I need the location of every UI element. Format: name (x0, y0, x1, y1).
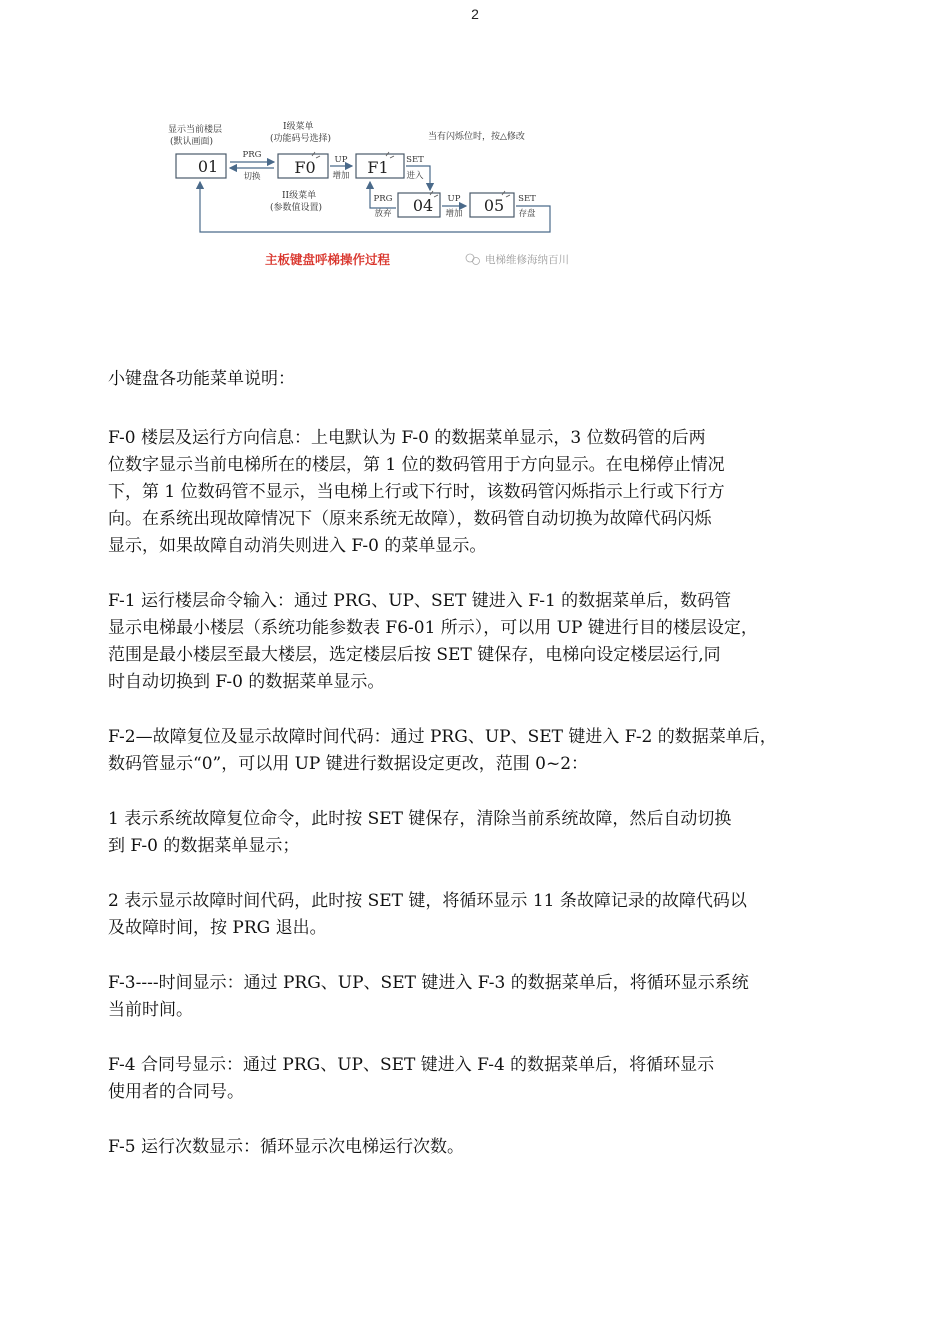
key-set-2-sub: 存盘 (518, 209, 536, 219)
key-up-1-sub: 增加 (332, 171, 350, 181)
figure-caption: 主板键盘呼梯操作过程 (265, 253, 391, 267)
keypad-operation-diagram (150, 112, 610, 282)
key-set-1: SET (406, 155, 424, 165)
key-set-1-sub: 进入 (406, 171, 424, 181)
key-prg-2-sub: 放弃 (374, 209, 392, 219)
diagram-svg (150, 112, 610, 282)
watermark-text: 电梯维修海纳百川 (485, 254, 569, 266)
label-level2-sub: (参数值设置) (270, 203, 323, 213)
key-up-2: UP (447, 194, 461, 204)
key-prg-2: PRG (373, 194, 393, 204)
key-set-2: SET (518, 194, 536, 204)
key-up-2-sub: 增加 (445, 209, 463, 219)
box-f0-text: F0 (294, 158, 316, 177)
key-prg-1: PRG (242, 150, 262, 160)
page-number: 2 (471, 6, 479, 22)
paragraph-f2: F-2—故障复位及显示故障时间代码：通过 PRG、UP、SET 键进入 F-2 的数据菜单后， 数码管显示“0”，可以用 UP 键进行数据设定更改，范围 0~2： (108, 727, 777, 774)
paragraph-f3: F-3----时间显示：通过 PRG、UP、SET 键进入 F-3 的数据菜单后，将循环显示系统 当前时间。 (108, 973, 749, 1020)
key-prg-1-sub: 切换 (243, 172, 261, 182)
paragraph-f2-option1: 1 表示系统故障复位命令，此时按 SET 键保存，清除当前系统故障，然后自动切换 到 F-0 的数据菜单显示； (108, 809, 732, 856)
paragraph-f0: F-0 楼层及运行方向信息：上电默认为 F-0 的数据菜单显示，3 位数码管的后两 位数字显示当前电梯所在的楼层，第 1 位的数码管用于方向显示。在电梯停止情况 下，第 1 位数码管不显示，当电梯上行或下行时，该数码管闪烁指示上行或下行方 向。在系统出现故障情况下（原来系统无故障），数码管自动切换为故障代码闪烁 显示，如果故障自动消失则进入 F-0 的菜单显示。 (108, 428, 725, 556)
label-current-floor: 显示当前楼层 (168, 125, 223, 135)
box-05-text: 05 (483, 196, 505, 215)
watermark (466, 253, 569, 266)
paragraph-f1: F-1 运行楼层命令输入：通过 PRG、UP、SET 键进入 F-1 的数据菜单后，数码管 显示电梯最小楼层（系统功能参数表 F6-01 所示），可以用 UP 键进行目的楼层设定， 范围是最小楼层至最大楼层，选定楼层后按 SET 键保存，电梯向设定楼层运行,同 时自动切换到 F-0 的数据菜单显示。 (108, 591, 758, 692)
section-heading: 小键盘各功能菜单说明： (108, 369, 295, 389)
box-04-text: 04 (412, 196, 434, 215)
box-01-text: 01 (197, 157, 219, 176)
label-level1: I级菜单 (283, 122, 314, 132)
label-level2: II级菜单 (282, 191, 317, 201)
box-f1-text: F1 (367, 158, 389, 177)
label-default-screen: (默认画面) (170, 137, 214, 147)
paragraph-f2-option2: 2 表示显示故障时间代码，此时按 SET 键，将循环显示 11 条故障记录的故障代码以 及故障时间，按 PRG 退出。 (108, 891, 747, 938)
paragraph-f4: F-4 合同号显示：通过 PRG、UP、SET 键进入 F-4 的数据菜单后，将循环显示 使用者的合同号。 (108, 1055, 715, 1102)
label-flash-hint: 当有闪烁位时，按△修改 (428, 132, 525, 142)
paragraph-f5: F-5 运行次数显示：循环显示次电梯运行次数。 (108, 1137, 464, 1157)
key-up-1: UP (334, 155, 348, 165)
document-body (108, 366, 868, 1189)
label-level1-sub: (功能码号选择) (270, 134, 332, 144)
